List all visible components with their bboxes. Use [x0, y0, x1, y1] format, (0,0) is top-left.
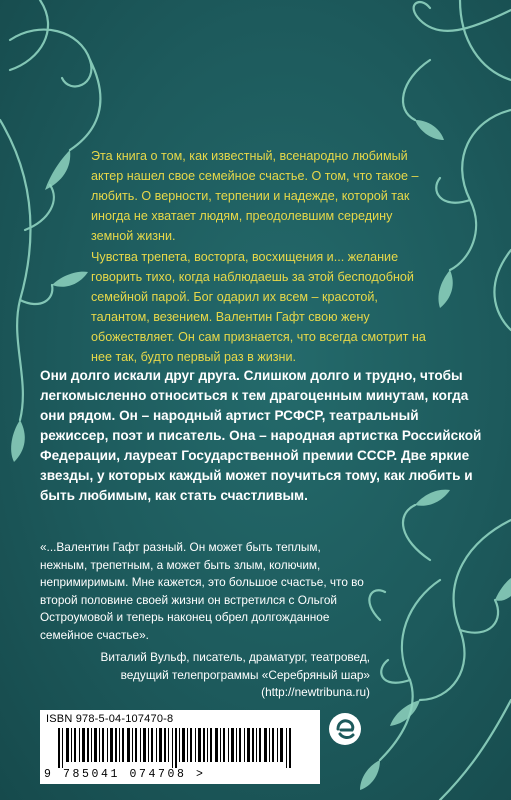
main-description: Они долго искали друг друга. Слишком долго и трудно, чтобы легкомысленно относиться к тем драгоценным минутам, когда они рядом. Он – народный артист РСФСР, театральный режиссер, поэт и писатель. Она – народная артистка Российской Федерации, лауреат Государственной премии СССР. Две яркие звезды, у которых каждый может поучиться тому, как любить и быть любимым, как стать счастливым.: [40, 368, 482, 503]
eksmo-logo-icon: [328, 712, 362, 746]
quote-author-line-1: Виталий Вульф, писатель, драматург, театровед,: [100, 650, 370, 664]
barcode-bars: [58, 728, 298, 768]
review-quote: «...Валентин Гафт разный. Он может быть теплым, нежным, трепетным, а может быть злым, колючим, непримиримым. Мне кажется, это большое счастье, что во второй половине своей жизни он встретился с Ольгой Остроумовой и теперь наконец обрел долгожданное семейное счастье».: [40, 540, 364, 642]
quote-source-link[interactable]: (http://newtribuna.ru): [261, 685, 370, 699]
isbn-number: ISBN 978-5-04-107470-8: [46, 713, 174, 725]
quote-attribution: [40, 649, 370, 702]
barcode-digits: 9 785041 074708 >: [44, 768, 206, 781]
quote-author-line-2: ведущий телепрограммы «Серебряный шар»: [120, 667, 370, 682]
annotation-paragraph-2: Чувства трепета, восторга, восхищения и... желание говорить тихо, когда наблюдаешь за этой бесподобной семейной парой. Бог одарил их всем – красотой, талантом, везением. Валентин Гафт свою жену обожествляет. Он сам признается, что всегда смотрит на нее так, будто первый раз в жизни.: [91, 250, 426, 364]
annotation-paragraph-1: Эта книга о том, как известный, всенародно любимый актер нашел свое семейное счастье. О том, что такое – любить. О верности, терпении и надежде, которой так иногда не хватает людям, преодолевшим середину земной жизни.: [91, 149, 419, 243]
barcode-panel: [40, 710, 320, 784]
